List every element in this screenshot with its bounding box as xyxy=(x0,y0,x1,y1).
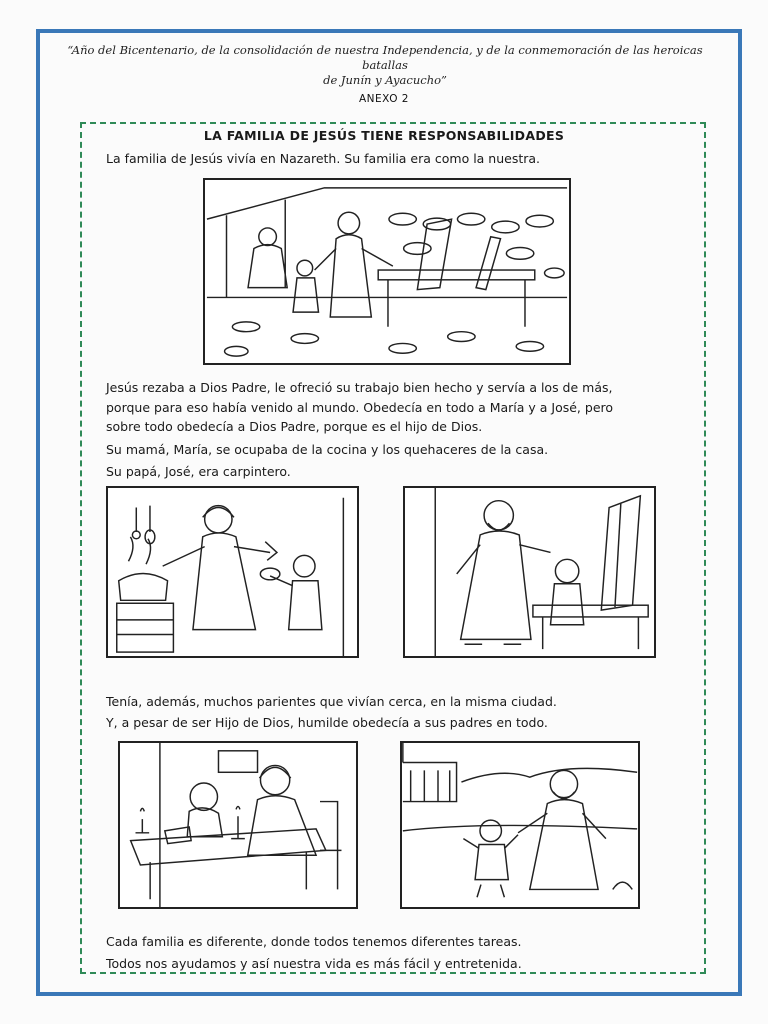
holy-family-workshop-illustration xyxy=(203,178,571,365)
cooking-drawing xyxy=(108,488,357,656)
workshop-drawing xyxy=(205,180,569,363)
paragraph-mary: Su mamá, María, se ocupaba de la cocina y los quehaceres de la casa. xyxy=(106,442,549,457)
carpentry-drawing xyxy=(405,488,654,656)
joseph-carpentry-illustration xyxy=(403,486,656,658)
studying-drawing xyxy=(120,743,356,907)
paragraph-prayer-line-1: Jesús rezaba a Dios Padre, le ofreció su trabajo bien hecho y servía a los de más, xyxy=(106,380,613,395)
motto-line-2: de Junín y Ayacucho” xyxy=(323,73,447,87)
year-motto xyxy=(60,43,710,88)
paragraph-help-each-other: Todos nos ayudamos y así nuestra vida es más fácil y entretenida. xyxy=(106,956,522,971)
paragraph-relatives: Tenía, además, muchos parientes que vivían cerca, en la misma ciudad. xyxy=(106,694,557,709)
paragraph-prayer-line-2: porque para eso había venido al mundo. Obedecía en todo a María y a José, pero xyxy=(106,400,614,415)
paragraph-families: Cada familia es diferente, donde todos tenemos diferentes tareas. xyxy=(106,934,522,949)
mary-teaching-illustration xyxy=(118,741,358,909)
page-title: LA FAMILIA DE JESÚS TIENE RESPONSABILIDADES xyxy=(203,128,565,143)
motto-line-1: “Año del Bicentenario, de la consolidación de nuestra Independencia, y de la conmemoración de las heroicas batallas xyxy=(67,43,703,72)
joseph-walking-child-illustration xyxy=(400,741,640,909)
paragraph-nazareth: La familia de Jesús vivía en Nazareth. Su familia era como la nuestra. xyxy=(106,151,541,166)
paragraph-prayer-line-3: sobre todo obedecía a Dios Padre, porque es el hijo de Dios. xyxy=(106,419,483,434)
paragraph-joseph: Su papá, José, era carpintero. xyxy=(106,464,291,479)
walking-drawing xyxy=(402,743,638,907)
paragraph-obedience: Y, a pesar de ser Hijo de Dios, humilde obedecía a sus padres en todo. xyxy=(106,715,548,730)
annex-label: ANEXO 2 xyxy=(359,93,409,105)
mary-cooking-illustration xyxy=(106,486,359,658)
